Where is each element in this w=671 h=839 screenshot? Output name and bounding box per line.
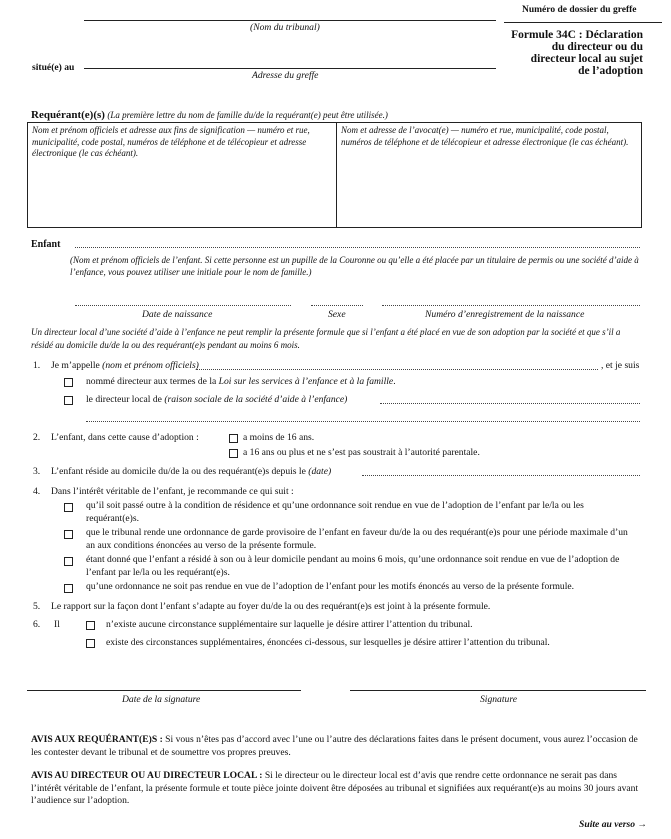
- adoption-order-checkbox[interactable]: [64, 557, 73, 566]
- item-1-opt-a-post: .: [393, 376, 396, 387]
- item-4-text: Dans l’intérêt véritable de l’enfant, je recommande ce qui suit :: [51, 486, 294, 497]
- under-16-checkbox[interactable]: [229, 434, 238, 443]
- item-1-opt-b-note: (raison sociale de la société d’aide à l’enfance): [164, 394, 348, 405]
- applicants-heading: Requérant(e)(s): [31, 109, 105, 121]
- appointed-director-checkbox[interactable]: [64, 378, 73, 387]
- item-6-option-a: n’existe aucune circonstance supplémentaire sur laquelle je désire attirer l’attention du tribunal.: [106, 619, 473, 630]
- item-4-option-3: étant donné que l’enfant a résidé à son ou à leur domicile pendant au moins 6 mois, qu’une ordonnance soit rendue en vue de l’adoption de l’enfant par le/la ou les requérant(e)s.: [86, 554, 620, 578]
- notice-applicants-body: Si vous n’êtes pas d’accord avec l’une ou l’autre des déclarations faites dans le présent document, vous aurez l’occasion de les contester devant le tribunal et de soumettre vos propres preuves.: [31, 734, 638, 758]
- item-1-text: [51, 360, 199, 373]
- society-name-line[interactable]: [380, 403, 640, 404]
- applicants-box: [27, 122, 642, 228]
- birth-date-line[interactable]: [75, 305, 291, 306]
- child-name-line[interactable]: [75, 247, 640, 248]
- sex-label: Sexe: [328, 309, 346, 320]
- director-name-line[interactable]: [196, 369, 598, 370]
- birth-registration-line[interactable]: [382, 305, 640, 306]
- birth-registration-label: Numéro d’enregistrement de la naissance: [425, 309, 585, 320]
- item-1-post: , et je suis: [601, 360, 640, 371]
- society-name-line-2[interactable]: [86, 421, 640, 422]
- lawyer-address-hint: Nom et adresse de l’avocat(e) — numéro et rue, municipalité, code postal, numéros de téléphone et de télécopieur et adresse électronique (le cas échéant).: [341, 125, 629, 147]
- form-title-line-1: Formule 34C : Déclaration: [511, 29, 643, 41]
- notice-to-applicants: [31, 734, 641, 759]
- item-6-number: 6.: [33, 619, 41, 630]
- item-5-text: Le rapport sur la façon dont l’enfant s’adapte au foyer du/de la ou des requérant(e)s est joint à la présente formule.: [51, 601, 491, 612]
- over-16-checkbox[interactable]: [229, 449, 238, 458]
- item-6-option-b: existe des circonstances supplémentaires, énoncées ci-dessous, sur lesquelles je désire attirer l’attention du tribunal.: [106, 637, 550, 648]
- item-2-number: 2.: [33, 432, 41, 443]
- office-address-label: Adresse du greffe: [252, 70, 319, 81]
- item-1-pre-note: (nom et prénom officiels): [102, 360, 199, 371]
- file-number-label: Numéro de dossier du greffe: [522, 5, 637, 15]
- signature-label: Signature: [480, 694, 517, 705]
- applicant-address-box[interactable]: [28, 123, 337, 227]
- item-2-text: L’enfant, dans cette cause d’adoption :: [51, 432, 199, 443]
- item-1-option-a: [86, 376, 396, 389]
- form-title-line-4: de l’adoption: [578, 65, 643, 77]
- item-3-text: [51, 466, 331, 479]
- applicant-address-hint: Nom et prénom officiels et adresse aux fins de signification — numéro et rue, municipalité, code postal, numéros de téléphone et de télécopieur et adresse électronique (le cas échéant).: [32, 125, 310, 158]
- item-1-number: 1.: [33, 360, 41, 371]
- located-at-label: situé(e) au: [32, 62, 75, 73]
- item-5-number: 5.: [33, 601, 41, 612]
- signature-date-label: Date de la signature: [122, 694, 201, 705]
- child-label: Enfant: [31, 239, 61, 250]
- sex-line[interactable]: [311, 305, 363, 306]
- office-address-line[interactable]: [84, 68, 496, 69]
- no-order-checkbox[interactable]: [64, 584, 73, 593]
- residence-date-line[interactable]: [362, 475, 640, 476]
- additional-circumstances-checkbox[interactable]: [86, 639, 95, 648]
- signature-line[interactable]: [350, 690, 646, 691]
- file-number-line[interactable]: [504, 22, 662, 23]
- form-title: [511, 29, 643, 77]
- item-3-pre: L’enfant réside au domicile du/de la ou des requérant(e)s depuis le: [51, 466, 309, 477]
- waive-residence-checkbox[interactable]: [64, 503, 73, 512]
- item-1-opt-a-pre: nommé directeur aux termes de la: [86, 376, 219, 387]
- no-additional-circumstances-checkbox[interactable]: [86, 621, 95, 630]
- form-title-line-3: directeur local au sujet: [530, 53, 643, 65]
- birth-date-label: Date de naissance: [142, 309, 213, 320]
- lawyer-address-box[interactable]: [337, 123, 641, 227]
- notice-applicants-heading: AVIS AUX REQUÉRANT(E)S :: [31, 734, 163, 745]
- item-1-pre: Je m’appelle: [51, 360, 100, 371]
- item-4-number: 4.: [33, 486, 41, 497]
- item-4-option-1: qu’il soit passé outre à la condition de résidence et qu’une ordonnance soit rendue en vue de l’adoption de l’enfant par le/la ou les requérant(e)s.: [86, 500, 584, 524]
- notice-to-director: [31, 770, 641, 808]
- interim-custody-checkbox[interactable]: [64, 530, 73, 539]
- notice-director-heading: AVIS AU DIRECTEUR OU AU DIRECTEUR LOCAL :: [31, 770, 263, 781]
- child-name-note: (Nom et prénom officiels de l’enfant. Si cette personne est un pupille de la Couronne ou qu’elle a été placée par un titulaire de permis ou une société d’aide à l’enfance, vous pouvez utiliser une initiale pour le nom de famille.): [70, 255, 639, 277]
- intro-note: Un directeur local d’une société d’aide à l’enfance ne peut remplir la présente formule que si l’enfant a été placé en vue de son adoption par la société et que s’il a résidé au domicile du/de la ou des requérant(e)s pendant au moins 6 mois.: [31, 327, 621, 350]
- continued-on-back: Suite au verso →: [579, 819, 647, 830]
- item-4-option-2: que le tribunal rende une ordonnance de garde provisoire de l’enfant en faveur du/de la ou des requérant(e)s pour une période maximale d’un an aux conditions énoncées au verso de la présente formule.: [86, 527, 628, 551]
- item-1-option-b: [86, 394, 347, 407]
- item-6-pre: Il: [54, 619, 60, 630]
- item-1-opt-a-law: Loi sur les services à l’enfance et à la famille: [218, 376, 394, 387]
- item-2-option-b: a 16 ans ou plus et ne s’est pas soustrait à l’autorité parentale.: [243, 447, 480, 458]
- local-director-checkbox[interactable]: [64, 396, 73, 405]
- item-3-number: 3.: [33, 466, 41, 477]
- item-4-option-4: qu’une ordonnance ne soit pas rendue en vue de l’adoption de l’enfant pour les motifs énoncés au verso de la présente formule.: [86, 581, 575, 592]
- item-2-option-a: a moins de 16 ans.: [243, 432, 315, 443]
- item-3-note: (date): [308, 466, 332, 477]
- applicants-heading-row: [31, 109, 388, 121]
- item-1-opt-b-pre: le directeur local de: [86, 394, 165, 405]
- court-name-label: (Nom du tribunal): [250, 22, 320, 33]
- signature-date-line[interactable]: [27, 690, 301, 691]
- form-title-line-2: du directeur ou du: [551, 41, 643, 53]
- court-name-line[interactable]: [84, 20, 496, 21]
- notice-director-body: Si le directeur ou le directeur local est d’avis que rendre cette ordonnance ne serait pas dans l’intérêt véritable de l’enfant, la présente formule et toute pièce jointe doivent être déposées au tribunal et signifiées aux requérant(e)s au moins 30 jours avant l’audience sur l’adoption.: [31, 770, 639, 806]
- applicants-heading-note: (La première lettre du nom de famille du/de la requérant(e) peut être utilisée.): [107, 110, 388, 120]
